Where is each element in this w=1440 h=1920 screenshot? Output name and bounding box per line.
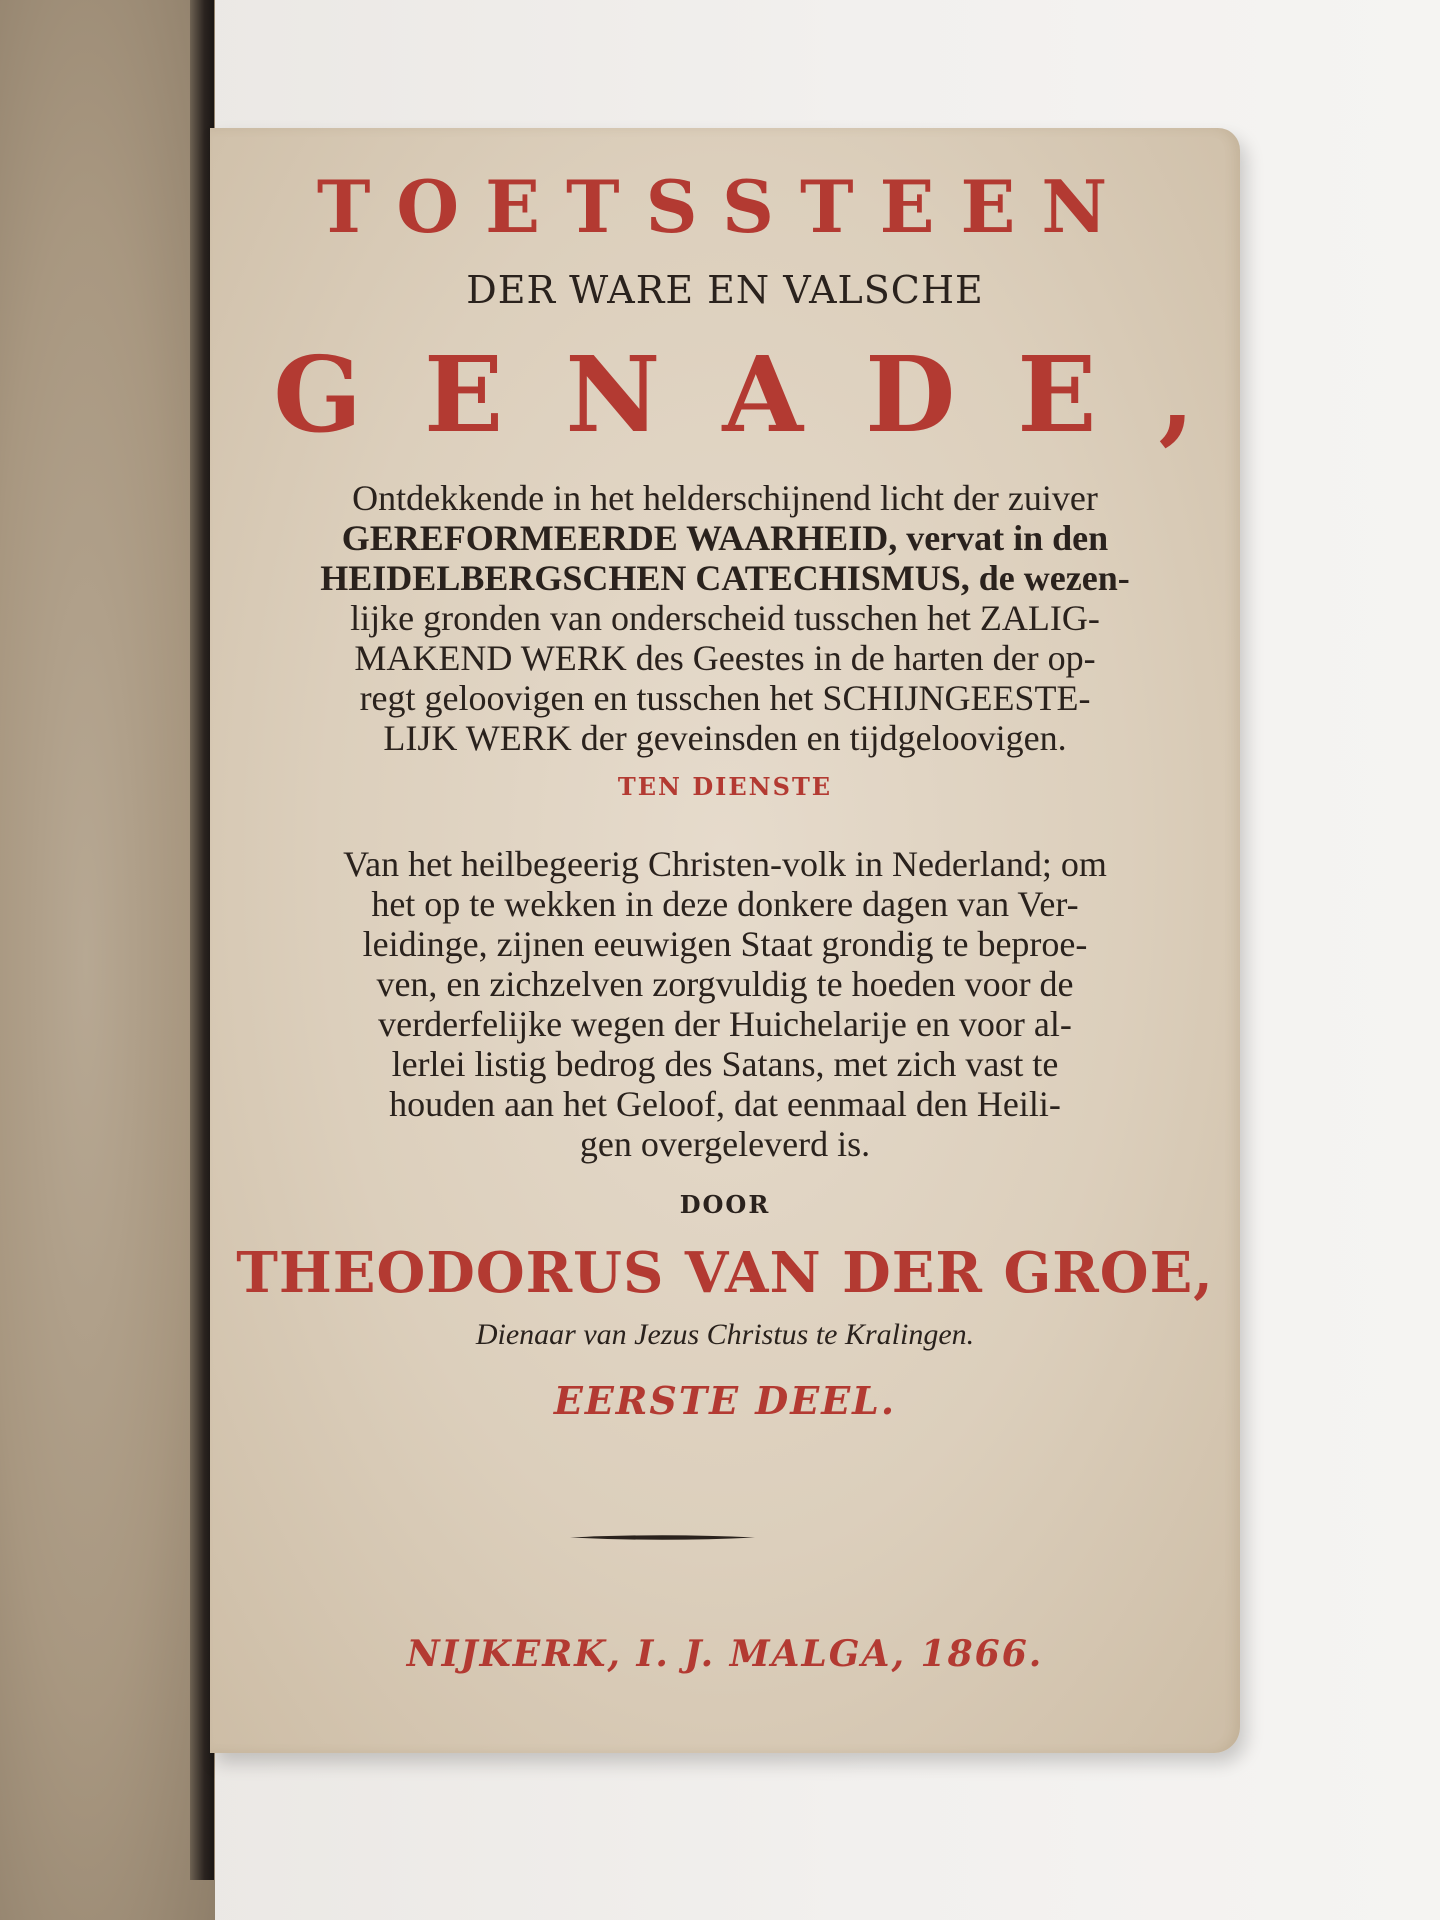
imprint: NIJKERK, I. J. MALGA, 1866. [406,1633,1044,1675]
paragraph2-line: houden aan het Geloof, dat eenmaal den Heili- [389,1084,1061,1124]
title-line-1: TOETSSTEEN [316,164,1134,249]
paragraph1-line: GEREFORMEERDE WAARHEID, vervat in den [341,518,1109,558]
paragraph2-line: Van het heilbegeerig Christen-volk in Nederland; om [343,844,1107,884]
paragraph1-line: lijke gronden van onderscheid tusschen het ZALIG- [350,598,1100,638]
paragraph2-line: gen overgeleverd is. [579,1124,871,1164]
volume-label: EERSTE DEEL. [553,1378,897,1423]
title-line-2: DER WARE EN VALSCHE [466,268,984,312]
paragraph2-line: het op te wekken in deze donkere dagen van Ver- [371,884,1079,924]
paragraph1-line: HEIDELBERGSCHEN CATECHISMUS, de wezen- [320,558,1130,598]
paragraph2-line: lerlei listig bedrog des Satans, met zich vast te [391,1044,1059,1084]
ornamental-rule [570,1534,755,1541]
paragraph1-line: LIJK WERK der geveinsden en tijdgeloovigen. [383,718,1067,758]
author-role: Dienaar van Jezus Christus te Kralingen. [475,1318,975,1351]
door-label: DOOR [679,1190,771,1219]
author-name: THEODORUS VAN DER GROE, [236,1240,1214,1306]
paragraph1-line: regt geloovigen en tusschen het SCHIJNGEESTE- [359,678,1091,718]
paragraph2-line: ven, en zichzelven zorgvuldig te hoeden voor de [376,964,1074,1004]
paragraph1-line: MAKEND WERK des Geestes in de harten der op- [354,638,1096,678]
paragraph2-line: leidinge, zijnen eeuwigen Staat grondig te beproe- [362,924,1088,964]
paragraph2-line: verderfelijke wegen der Huichelarije en voor al- [378,1004,1072,1044]
facing-page [0,0,215,1920]
title-line-3: GENADE, [273,333,1257,456]
paragraph1-line: Ontdekkende in het helderschijnend licht der zuiver [352,478,1098,518]
ten-dienste-label: TEN DIENSTE [617,772,833,801]
title-page [210,128,1257,1753]
